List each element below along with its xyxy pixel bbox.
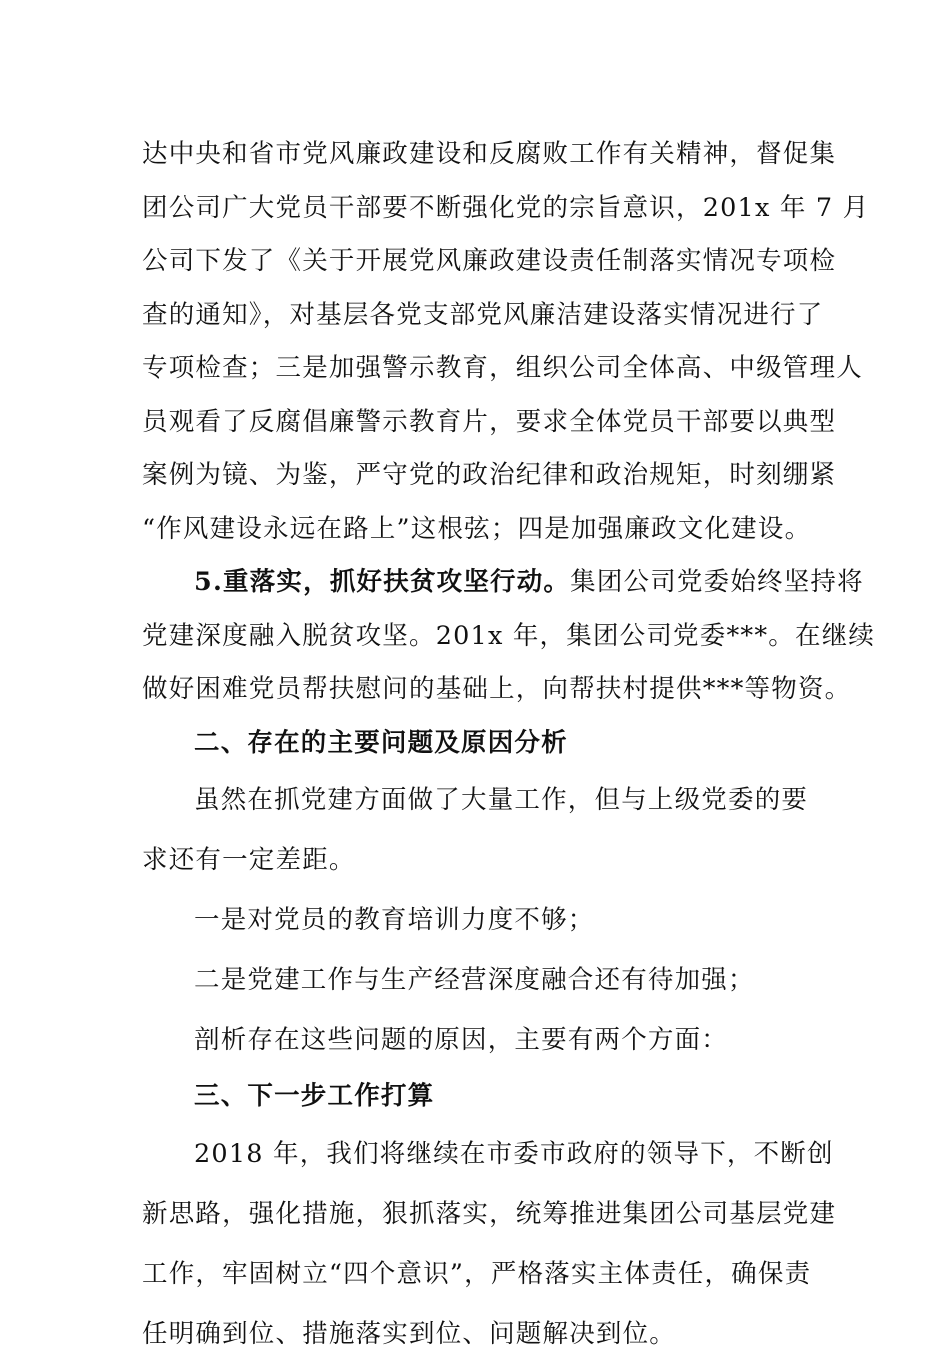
section-2-intro [142,770,812,890]
paragraph-line: 达中央和省市党风廉政建设和反腐败工作有关精神，督促集 [142,139,837,169]
paragraph-line: 员观看了反腐倡廉警示教育片，要求全体党员干部要以典型 [142,406,837,437]
section-2-heading: 二、存在的主要问题及原因分析 [194,727,568,758]
list-item: 剖析存在这些问题的原因，主要有两个方面： [194,1025,729,1055]
paragraph-line: 任明确到位、措施落实到位、问题解决到位。 [142,1318,677,1349]
paragraph-line: 专项检查；三是加强警示教育，组织公司全体高、中级管理人 [142,353,863,383]
item-5-text: 集团公司党委始终坚持将 [570,567,864,597]
paragraph-line: 工作，牢固树立“四个意识”，严格落实主体责任，确保责 [142,1258,812,1289]
document-page [142,128,876,1364]
continued-paragraph [142,128,870,556]
paragraph-line: 虽然在抓党建方面做了大量工作，但与上级党委的要 [194,785,809,815]
section-3-heading: 三、下一步工作打算 [194,1081,435,1111]
paragraph-line: 案例为镜、为鉴，严守党的政治纪律和政治规矩，时刻绷紧 [142,460,837,490]
paragraph-line: 团公司广大党员干部要不断强化党的宗旨意识，201x 年 7 月 [142,192,870,223]
section-2-items [142,890,812,1070]
item-5-heading: 5.重落实，抓好扶贫攻坚行动。 [194,567,571,597]
paragraph-line: 新思路，强化措施，狠抓落实，统筹推进集团公司基层党建 [142,1198,837,1229]
paragraph-line: 查的通知》，对基层各党支部党风廉洁建设落实情况进行了 [142,299,824,330]
list-item: 一是对党员的教育培训力度不够； [194,905,595,935]
list-item: 二是党建工作与生产经营深度融合还有待加强； [194,965,755,995]
item-5-paragraph [142,556,876,717]
paragraph-line: 2018 年，我们将继续在市委市政府的领导下，不断创 [194,1138,834,1169]
section-3-paragraph [142,1124,837,1364]
paragraph-line: 公司下发了《关于开展党风廉政建设责任制落实情况专项检 [142,246,837,276]
paragraph-line [142,556,864,610]
paragraph-line: “作风建设永远在路上”这根弦；四是加强廉政文化建设。 [142,513,812,544]
paragraph-line: 做好困难党员帮扶慰问的基础上，向帮扶村提供***等物资。 [142,674,852,704]
paragraph-line: 党建深度融入脱贫攻坚。201x 年，集团公司党委***。在继续 [142,620,876,651]
paragraph-line: 求还有一定差距。 [142,845,356,875]
